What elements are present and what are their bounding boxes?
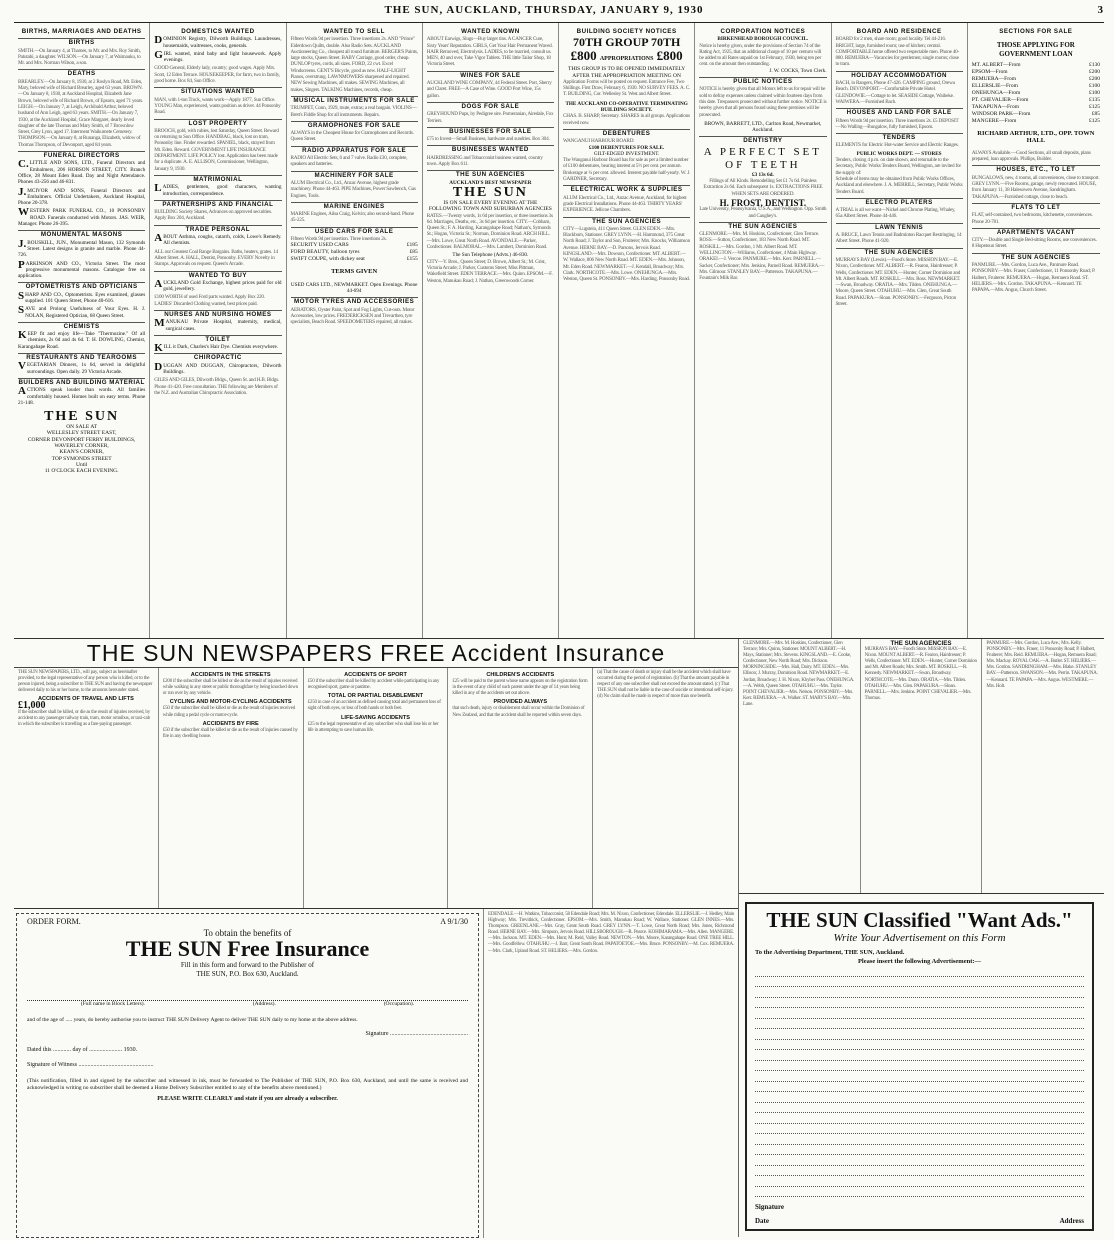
sun-agencies-box [427, 186, 554, 213]
section-heading: BIRTHS [18, 38, 145, 46]
insurance-subhead: TOTAL OR PARTIAL DISABLEMENT [327, 693, 424, 700]
ad-text: ALWAYS in the Cheapest House for Gramophones and Records. Queen Street. [290, 130, 414, 143]
agency-col-3 [982, 639, 1104, 893]
section-heading: THE SUN AGENCIES [427, 170, 554, 178]
insurance-text: £50 if the subscriber shall be killed or die as the result of injuries caused by fire in any dwelling house. [162, 727, 298, 739]
insurance-text: £25 to the legal representative of any subscriber who shall lose his or her life in attempting to save human life. [307, 721, 439, 733]
ad-text: AUCKLAND Gold Exchange, highest prices paid for old gold, jewellery. [154, 277, 282, 293]
ad-text: BUNGALOWS, new, 4 rooms, all conveniences, close to transport. GREY LYNN.—Five Rooms, garage, newly renovated. HOUSE, from January 11, 38 Halesowen Avenue, Sandringham. TAKAPUNA.—Furnished cottage, close to beach. [971, 174, 1100, 200]
sun-notice-line: KEAN'S CORNER, [59, 449, 104, 456]
sun-notice-line: WAVERLEY CORNER, [54, 443, 109, 450]
dated-field[interactable]: Dated this ............ day of ...................... 1930. [27, 1046, 138, 1053]
group-number-right: 70TH [650, 35, 681, 50]
ad-text: KILL it Dark, Charles's Hair Dye. Chemists everywhere. [154, 342, 279, 355]
column-4 [423, 23, 559, 638]
ad-text: A TRIAL is all we want—Nickel and Chrome Plating, Whaley, 65a Albert Street. Phone 44-446. [835, 207, 956, 220]
ad-text: VEGETARIAN Dinners, 1s 6d, served in delightful surroundings. Open daily. 29 Victoria Arcade. [18, 360, 146, 375]
sun-agencies-bottom [739, 639, 1104, 894]
ad-text: BUILDING Society Shares, Advances on approved securities. Apply Box 204, Auckland. [154, 209, 272, 222]
sun-name: THE SUN [452, 184, 528, 200]
insurance-title: THE SUN NEWSPAPERS FREE Accident Insurance [14, 639, 738, 668]
classified-columns [14, 23, 1104, 639]
ad-text: WANGANUI HARBOUR BOARD. [563, 138, 635, 145]
form-line: Fill in this form and forward to the Publisher of [180, 961, 315, 969]
ad-text: ALL our Greatest Coal Range Bargains. Baths, heaters, grates. 14 Albert Street. A. HALL, Dentist, Ponsonby. EVERY Novelty in Stamps. Approvals on request. Queen's Arcade. [154, 248, 278, 268]
ad-text: Application Forms will be posted on request. Entrance Fee, Two Shillings. First Draw, February 6, 1930. NO SURVEY FEES. A. C. T. BUILDING, Cor. Wellesley St. West and Albert Street. [563, 78, 691, 98]
section-heading: MACHINERY FOR SALE [291, 171, 418, 179]
ad-text: GILES AND GILES, Dilworth Bldgs., Queen St. and H.B. Bldgs. Phone 41-420. Free consultation. THE following are Members of the N.Z. and Australian Chiropractic Association. [154, 377, 280, 396]
property-row: TAKAPUNA—From £125 [971, 104, 1100, 111]
firm-address: BROWN, BARRETT, LTD., Carlton Road, Newmarket, Auckland. [704, 120, 822, 134]
section-heading: TOILET [154, 335, 281, 343]
section-heading: BUILDING SOCIETY NOTICES [576, 28, 677, 35]
agency-list: EDENDALE.—H. Watkins, Tobacconist, 58 Edendale Road; Mrs. M. Nixon, Confectioner, Edendale. ELLERSLIE.—J. Hedley, Main Highway; Mrs. Trevithick, Confectioner. EPSOM.—Mrs. Smith, Manukau Road; W. Wallace, Stationer. GLEN INNES.—Mrs. Thompson. GREENLANE.—Mrs. Gray, Great South Road. GREY LYNN.—T. Lowe, Great North Road; Mrs. Jones, Richmond Road. HERNE BAY.—Mrs. Simpson, Jervois Road. HILLSBOROUGH.—R. Pearce. KOHIMARAMA.—Mrs. Allen. MANGERE.—Mrs. Jackson. MT. EDEN.—Mrs. Hunt; M. Reid, Valley Road. NEWTON.—Mrs. Moore, Karangahape Road. ONE TREE HILL.—Mrs. Goodfellow. OTAHUHU.—J. Barr, Great South Road. PAPATOETOE.—Mrs. Bruce. PONSONBY.—M. Cox. REMUERA.—Mrs. Clark, Upland Road. ST. HELIERS.—Mrs. Gordon. [488, 912, 734, 954]
car-dealer: USED CARS LTD., NEWMARKET. Open Evenings. Phone 44-694 [290, 281, 418, 294]
section-heading: MUSICAL INSTRUMENTS FOR SALE [291, 96, 418, 104]
group-number-left: 70TH [572, 35, 603, 50]
section-heading: LOST PROPERTY [154, 119, 281, 127]
section-heading: BUILDERS AND BUILDING MATERIAL [18, 378, 145, 386]
section-heading: CORPORATION NOTICES [720, 28, 806, 35]
witness-field[interactable]: Signature of Witness .................................................. [27, 1062, 154, 1069]
insurance-subhead: ACCIDENTS OF TRAVEL AND LIFTS [37, 696, 134, 703]
sun-line: IS ON SALE EVERY EVENING AT THE FOLLOWING TOWN AND SUBURBAN AGENCIES [428, 199, 552, 213]
insurance-form-row [14, 909, 738, 1238]
section-heading: PARTNERSHIPS AND FINANCIAL [154, 200, 281, 208]
property-row: PT. CHEVALIER—From £135 [971, 97, 1100, 104]
property-row: WINDSOR PARK—From £85 [971, 111, 1100, 118]
section-heading: DOMESTICS WANTED [181, 28, 255, 35]
insurance-area [14, 639, 739, 1237]
ad-text: The Wanganui Harbour Board has for sale as per a limited number of £100 debentures, bearing interest at 5½ per cent. per annum. Brokerage at ¼ per cent. allowed. Interest payable half-yearly. W. J. GARDNER, Secretary. [563, 157, 691, 183]
ad-text: TRUMPET, Conn, 1929, mute, extras; a real bargain. VIOLINS—Brett's Fiddle Shop for all instruments. Repairs. [290, 105, 417, 118]
section-heading: OPTOMETRISTS AND OPTICIANS [18, 282, 145, 290]
section-heading: RADIO APPARATUS FOR SALE [291, 146, 418, 154]
page-number: 3 [1097, 4, 1104, 16]
want-ads-lines[interactable] [755, 966, 1084, 1197]
section-heading: GRAMOPHONES FOR SALE [291, 121, 418, 129]
gilt-edged: GILT-EDGED INVESTMENT. [593, 150, 660, 157]
section-heading: MATRIMONIAL [154, 175, 281, 183]
insurance-columns [14, 668, 738, 909]
insurance-text: (a) That the cause of death or injury shall be the accident which shall have occurred during the period of registration. (b) That the amount payable in respect of any one subscriber shall not exceed the amount stated. (c) That THE SUN shall not be liable in the case of suicide or intentional self-injury. (d) No claim shall be made in respect of more than one benefit. [597, 670, 734, 700]
ad-text: ABOUT Asthma, coughs, catarrh, colds, Lowe's Remedy. All chemists. [154, 232, 282, 247]
amount-left: £800 [570, 48, 597, 64]
loan-title: THOSE APPLYING FOR GOVERNMENT LOAN [996, 41, 1075, 59]
car-listing: SECURITY USED CARS £185 [290, 242, 418, 249]
ad-text: ELEMENTS for Electric Hot-water Service and Electric Ranges. [835, 142, 959, 149]
agency-list: MURRAYS BAY (Lewis).—Food's Store. MISSION BAY.—E. Nixon, Confectioner. MT. ALBERT.—R. Fearon, Hairdresser; P. Wells, Confectioner. MT. EDEN.—Hunter, Corner Dominion and Mt. Albert Roads. MT. ROSKILL.—Mrs. Ross. NEWMARKET.—Swan, Broadway. ORATIA.—Mrs. Tilden. ONEHUNGA.—Moore, Queen Street. OTAHUHU.—Mrs. Glen, Great South Road. PAPAKURA.—Sloan. PONSONBY.—Ferguson, Picton Street. [835, 256, 961, 307]
insurance-subhead: LIFE-SAVING ACCIDENTS [340, 714, 410, 721]
want-ads-insert: Please insert the following Advertisement:— [857, 958, 982, 965]
section-heading: USED CARS FOR SALE [291, 227, 418, 235]
form-title: THE SUN Free Insurance [125, 936, 370, 961]
want-ads-title: THE SUN Classified "Want Ads." [766, 908, 1073, 932]
want-ads-address[interactable]: Address [1059, 1217, 1084, 1225]
insurance-text: £50 if the subscriber shall be killed or die as the result of injuries received while riding a pedal cycle or motor-cycle. [162, 706, 296, 718]
insurance-subhead: ACCIDENTS BY FIRE [202, 720, 259, 727]
section-heading: HOUSES, ETC., TO LET [972, 165, 1100, 173]
ad-text: CITY.—Double and Single Bed-sitting Rooms, use conveniences. 8 Hopetoun Street. [971, 237, 1097, 250]
signature-field[interactable]: Signature .................................................... [365, 1031, 468, 1038]
ad-text: LADIES, gentlemen, good characters, wanting introduction, correspondence. [154, 182, 282, 197]
section-heading: BUSINESSES WANTED [427, 145, 554, 153]
insurance-col-3 [304, 668, 449, 908]
ad-text: £75 to Invest—Small Business, hardware and sundries. Box 304. [426, 136, 550, 143]
ad-text: MAN, with 1-ton Truck, wants work—Apply 1877, Sun Office. YOUNG Man, experienced, wants position as driver. 44 Ponsonby Road. [154, 96, 281, 116]
ad-text: PARKINSON AND CO., Victoria Street. The most progressive monumental masons. Catalogue free on application. [18, 258, 146, 280]
agent-name: RICHARD ARTHUR, LTD., OPP. TOWN HALL [977, 130, 1095, 144]
insurance-text: £25 will be paid to the parent whose name appears on the registration form in the event of any child of such parent under the age of 14 years being killed in any of the accidents set out above. [452, 679, 588, 697]
section-heading: WANTED KNOWN [461, 28, 520, 35]
agency-col-1 [739, 639, 861, 893]
ad-text: Fifteen Words 9d per insertion. Three insertions 2s. [290, 236, 387, 243]
amount-right: £800 [656, 48, 683, 64]
form-code: A 9/1/30 [440, 917, 468, 926]
section-heading: DEATHS [18, 69, 145, 77]
insurance-subhead: CHILDREN'S ACCIDENTS [486, 672, 555, 678]
form-please: PLEASE WRITE CLEARLY and state if you are already a subscriber. [157, 1096, 338, 1103]
property-row: REMUERA—From £200 [971, 76, 1100, 83]
ad-text: ALUM Electrical Co., Ltd., Anzac Avenue, Auckland, for highest grade Electrical Installations. Phone 44-463. THIRTY YEARS' EXPERIENCE. Jellicoe Chambers. [563, 194, 687, 214]
sun-notice-line: Until [75, 461, 88, 468]
agency-list: PANMURE.—Mrs. Gordon, Luca Ave., Panmure Road. PONSONBY.—Mrs. Fraser, Confectioner, 11 Ponsonby Road; P. Halbert, Fruiterer. REMUERA.—Hogan, Remuera Road. ST. HELIERS.—Mrs. Gordon. TAKAPUNA.—Kennard. TE PAPAPA.—Mrs. Angus, Church Street. [971, 262, 1096, 294]
section-heading: DENTISTRY [699, 136, 826, 144]
ad-text: GIRL wanted, mind baby and light housework. Apply evenings. [154, 48, 282, 64]
section-heading: MONUMENTAL MASONS [18, 230, 145, 238]
insurance-text: £250 in case of an accident as defined causing total and permanent loss of sight of both eyes, or loss of both hands or both feet. [307, 700, 441, 712]
notice-text: SMITH.—On January 4, at Thames, to Mr. and Mrs. Roy Smith, Patutahi, a daughter. WILSON.—On January 7, at Waimauku, to Mr. and Mrs. Norman Wilson, a son. [18, 47, 141, 67]
section-heading: THE SUN AGENCIES [836, 248, 963, 256]
agency-col-2 [861, 639, 983, 893]
section-heading: THE SUN AGENCIES [972, 253, 1100, 261]
ad-text: ALWAYS Available.—Good Sections, all small deposits, plans prepared, loan approvals. Phillips, Builder. [971, 149, 1091, 163]
section-heading: CHIROPACTIC [154, 353, 281, 361]
ad-text: A. BRUCE, Lawn Tennis and Badminton Racquet Restringing, 14 Albert Street. Phone 41-920. [835, 232, 962, 245]
ad-text: AERATORS, Oyster Paint, Spot and Fog Lights, Cut-outs. Motor Accessories, low prices. FREDERICKSEN and Trevarthen, tyre specialists, Beach Road. SPEEDOMETERS repaired, all makes. [290, 306, 415, 326]
want-ads-date[interactable]: Date [755, 1217, 769, 1225]
section-heading: TENDERS [836, 133, 963, 141]
dentistry-ad [699, 146, 826, 219]
ad-text: SAVE and Prolong Usefulness of Your Eyes. H. J. NOLAN, Registered Optician, 68 Queen Street. [18, 304, 146, 319]
section-heading: WANTED TO SELL [323, 28, 385, 35]
ad-text: C.LITTLE AND SONS, LTD., Funeral Directors and Embalmers, 206 HOBSON STREET, CITY. Branch Office, 28 Mount Eden Road. Day and Night Attendance. Phones 43-256 and 46-831. [18, 158, 146, 186]
section-heading: MARINE ENGINES [291, 202, 418, 210]
ad-text: GREYHOUND Pups, by Pedigree sire. Pomeranian, Airedale, Fox Terriers. [426, 111, 554, 124]
occupation-caption: (Occupation). [383, 1001, 415, 1007]
section-heading: APARTMENTS VACANT [972, 228, 1100, 236]
section-heading: TRADE PERSONAL [154, 225, 281, 233]
ad-text: BACH, in Rangers, Phone 47-426. CAMPING ground, Orewa Beach. DEVONPORT.—Comfortable Private Hotel. GLENDOWIE.—Cottage to let. SEASIDE Cottage, Waiheke. WAIWERA.—Furnished Bach. [835, 80, 955, 105]
insurance-col-5 [593, 668, 738, 908]
column-6 [695, 23, 831, 638]
sun-sale-notice [18, 410, 145, 474]
town-clerk: J. W. COCKS, Town Clerk. [769, 67, 827, 74]
property-row: MT. ALBERT—From £130 [971, 62, 1100, 69]
masthead [14, 4, 1104, 23]
section-heading: BUSINESSES FOR SALE [427, 127, 554, 135]
section-heading: LAWN TENNIS [836, 223, 963, 231]
form-label: ORDER FORM. [27, 917, 81, 926]
column-7 [832, 23, 968, 638]
sun-notice-line: CORNER DEVONPORT FERRY BUILDINGS, [27, 436, 136, 443]
ad-text: J.BOUSKILL, JUN., Monumental Mason, 132 Symonds Street. Latest designs in granite and marble. Phone 44-726. [18, 237, 146, 259]
appropriations-label: APPROPRIATIONS [599, 56, 654, 63]
section-heading: THE SUN AGENCIES [563, 217, 690, 225]
section-heading: DEBENTURES [563, 129, 690, 137]
ad-text: Late University, Pennsylvania, U.S.A., and Wellington. Opp. Smith and Caughey's. [699, 206, 827, 219]
insurance-text: £50 if the subscriber shall be killed by accident while participating in any recognised sport, game or pastime. [307, 679, 440, 691]
section-heading: BOARD AND RESIDENCE [856, 28, 942, 35]
ad-text: Fifteen Words 9d per insertion. Three insertions 2s. £5 DEPOSIT—No Walling—Bungalow, fully furnished, Epsom. [835, 117, 959, 130]
section-heading: HOLIDAY ACCOMMODATION [836, 71, 963, 79]
insurance-text: £200 if the subscriber shall be killed or die as the result of injuries received while walking in any street or public thoroughfare by being knocked down or run over by any vehicle. [162, 679, 298, 697]
ad-text: £100 WORTH of used Ford parts wanted. Apply Box 220. LADIES' Discarded Clothing wanted, best prices paid. [154, 294, 265, 307]
agency-list: MURRAYS BAY.—Food's Store. MISSION BAY.—E. Nixon. MOUNT ALBERT.—R. Fearon, Hairdresser; P. Wells, Confectioner. MT. EDEN.—Hunter, Corner Dominion and Mt. Albert Roads; Mrs. Smith. MT. ROSKILL.—R. Kennedy. NEWMARKET.—Swan, Broadway. NORTHCOTE.—Mrs. Dunn. ORATIA.—Mrs. Tilden. OTAHUHU.—Mrs. Glen. PAPAKURA.—Sloan. PARNELL.—Mrs. Jenkins. POINT CHEVALIER.—Mrs. Thomas. [864, 647, 977, 701]
group-line: THIS GROUP IS TO BE OPENED IMMEDIATELY AFTER THE APPROPRIATION MEETING ON [567, 66, 686, 79]
ad-text: GOOD General, Elderly lady, country; good wages. Apply Mrs. Scott, 12 Eden Terrace. HOUSEKEEPER, for farm, two in family, good home. Box 84, Sun Office. [154, 65, 280, 85]
want-ads-to: To the Advertising Department, THE SUN, Auckland. [755, 949, 905, 956]
ad-text: Fillings of All Kinds. Remodelling Set £1 7s 6d. Painless Extraction 2s 6d. Each subsequent 1s. EXTRACTIONS FREE WHEN SETS ARE ORDERED. [703, 178, 823, 197]
agency-list: GLENMORE.—Mrs. M. Hoskins, Confectioner, Glen Terrace. ROSS.—Sutton, Confectioner, 183 New North Road. MT. ROSKILL.—Mrs. Gordon, 1 Mt. Albert Road. MT. WELLINGTON.—Williams, Confectioner, 4 Main Highway. ORAKEI.—J. Vercoe. PANMURE.—Mrs. Kerr. PARNELL.—Sacker, Confectioner; Mrs. Jenkins, Parnell Road. REMUERA.—Mrs. Gilmour. STANLEY BAY.—Patterson. TAKAPUNA.—Fountain's Milk Bar. [699, 231, 825, 282]
agency-list: PANMURE.—Mrs. Gordon, Luca Ave.; Mrs. Kelly. PONSONBY.—Mrs. Fraser, 11 Ponsonby Road; P. Halbert, Fruiterer; Mrs. Reid. REMUERA.—Hogan, Remuera Road; Mrs. Mackay. ROYAL OAK.—A. Butler. ST. HELIERS.—Mrs. Gordon. SANDRINGHAM.—Mrs. Blake. STANLEY BAY.—Patterson. SWANSON.—Mrs. Perrin. TAKAPUNA.—Kennard. TE PAPAPA.—Mrs. Angus. WESTMERE.—Mrs. Holt. [986, 641, 1098, 689]
section-heading: NURSES AND NURSING HOMES [154, 310, 281, 318]
property-row: EPSOM—From £200 [971, 69, 1100, 76]
want-ads-signature[interactable]: Signature [755, 1203, 785, 1211]
form-line: THE SUN, P.O. Box 630, Auckland. [196, 970, 299, 978]
section-heading: CHEMISTS [18, 322, 145, 330]
property-row: MANGERE—From £125 [971, 118, 1100, 125]
dental-offer: A PERFECT SET OF TEETH [703, 145, 822, 171]
ad-text: MANUKAU Private Hospital, maternity, medical, surgical cases. [154, 317, 282, 332]
masthead-title: THE SUN, AUCKLAND, THURSDAY, JANUARY 9, 1930 [384, 4, 704, 16]
ad-text: HAIRDRESSING and Tobacconist business wanted, country town. Apply Box 611. [426, 154, 543, 168]
debenture-offer: £100 DEBENTURES FOR SALE. [589, 144, 665, 151]
want-ads-form[interactable] [745, 902, 1094, 1231]
lower-half [14, 639, 1104, 1237]
terms-label: TERMS GIVEN [331, 268, 378, 276]
building-society-notice [563, 36, 690, 79]
section-heading: WINES FOR SALE [427, 71, 554, 79]
property-row: ONEHUNGA—From £100 [971, 90, 1100, 97]
section-heading: DOGS FOR SALE [427, 102, 554, 110]
ad-text: ACTIONS speak louder than words. All families comfortably housed. Homes built on easy terms. Phone 21-148. [18, 385, 146, 406]
ad-text: ABOUT Earwigs, Slugs—Buy larger tins. A CANCER Cure, Sixty Years' Reputation. GIRLS, Get Your Hair Permanent Waved. HAIR Removed, Electrolysis. LADIES, to be married, consult us. MEN, 40 and over, Take Vigor Tablets. THE little Tailor Shop, 18 Victoria Street. [426, 36, 553, 68]
column-3 [287, 23, 423, 638]
section-heading: WANTED TO BUY [154, 271, 281, 279]
group-word: GROUP [605, 35, 648, 50]
section-heading: PUBLIC NOTICES [699, 77, 826, 85]
sun-notice-line: 11 O'CLOCK EACH EVENING. [44, 468, 119, 475]
ad-text: DUGGAN AND DUGGAN, Chiropractors, Dilworth Buildings. [154, 360, 282, 376]
sun-phone: The Sun Telephone (Advts.) 46-830. [452, 252, 529, 259]
agency-list: RATES.—Twenty words, 1s 6d per insertion, or three insertions 3s 6d. Marriages, Deaths, etc., 3s 6d per insertion. CITY.—Cobham, Queen St.; F. A. Harding, Karangahape Road; Nathan's, Symonds St.; Hogan, Victoria St.; Norman, Dominion Road. ARCH HILL.—Mrs. Lowe, Great North Road. AVONDALE.—Parker, Confectioner. BALMORAL.—Mrs. Lambert, Dominion Road. [426, 212, 553, 251]
ad-text: ALUM Electrical Co., Ltd., Anzac Avenue, highest grade machinery. Phone 44-463. PIPE Machines, Power Sawbench, Gas Engines, Tools. [290, 179, 416, 199]
ad-text: SHARP AND CO., Optometrists. Eyes examined, glasses supplied. 101 Queen Street, Phone 40-616. [18, 289, 146, 304]
insurance-amount: £1,000 [18, 700, 46, 712]
section-heading: ELECTRO PLATERS [836, 198, 963, 206]
sun-notice-name: THE SUN [44, 409, 120, 425]
section-heading: BIRTHS, MARRIAGES AND DEATHS [21, 28, 142, 35]
authorise-text: and of the age of ..... years, do hereby authorise you to instruct THE SUN Delivery Agent to deliver THE SUN daily to my home at the above address. [27, 1016, 358, 1023]
dentist-name: H. FROST, DENTIST. [719, 197, 807, 208]
section-heading: RESTAURANTS AND TEAROOMS [18, 353, 145, 361]
ad-text: AUCKLAND WINE COMPANY, 44 Federal Street. Port, Sherry and Claret. FREE—A Case of Wine. GOOD Port Wine, 15s gallon. [426, 80, 552, 99]
insurance-subhead: PROVIDED ALWAYS [493, 699, 548, 706]
ad-text: NOTICE is hereby given that all Motors left to us for repair will be sold to defray expenses unless claimed within fourteen days from this date. Trespassers prosecuted without further notice. NOTICE is hereby given that all persons found using these premises will be prosecuted. [699, 86, 827, 118]
sun-notice-line: WELLESLEY STREET EAST, [46, 430, 117, 437]
column-1 [14, 23, 150, 638]
agency-heading: THE SUN AGENCIES [890, 640, 952, 647]
section-heading: HOUSES AND LAND FOR SALE [836, 108, 963, 116]
agency-list: GLENMORE.—Mrs. M. Hoskins, Confectioner, Glen Terrace; Mrs. Quinn, Stationer. MOUNT ALBERT.—H. Mays, Stationer; Mrs. Stevens. KINGSLAND.—E. Cooke, Confectioner, New North Road; Mrs. Dickson. MORNINGSIDE.—Mrs. Hall, Dairy. MT. EDEN.—Mrs. Ellison; J. Murray, Dominion Road. NEWMARKET.—E. Jordan, Broadway; J. H. Nixon, Khyber Pass. ONEHUNGA.—A. Webb, Queen Street. OTAHUHU.—Mrs. Taylor. POINT CHEVALIER.—Mrs. Nelson. PONSONBY.—Mrs. Kerr. REMUERA.—A. Walker. ST. MARY'S BAY.—Mrs. Lane. [743, 641, 855, 707]
ad-text: MARINE Engines, Ailsa Craig, Kelvin; also second-hand. Phone 45-225. [290, 211, 414, 224]
borough-council: BIRKENHEAD BOROUGH COUNCIL. [717, 36, 809, 43]
column-2 [150, 23, 286, 638]
insurance-subhead: ACCIDENTS IN THE STREETS [190, 672, 271, 678]
car-listing: FORD BEAUTY, balloon tyres £85 [290, 249, 418, 256]
name-field[interactable] [27, 987, 468, 1001]
insurance-text: that such death, injury or disablement shall occur within the Dominion of New Zealand, and that the accident shall be reported within seven days. [452, 706, 585, 718]
section-heading: THE SUN AGENCIES [699, 222, 826, 230]
ad-text: BROOCH, gold, with rubies, lost Saturday, Queen Street. Reward on returning to Sun Office. HANDBAG, black, lost on tram, Ponsonby line. Finder rewarded. SPANIEL, black, strayed from Mt. Eden. Reward. GOVERNMENT LIFE INSURANCE DEPARTMENT. LIFE POLICY lost. Application has been made for a duplicate. A. E. ALLISON, Commissioner, Wellington, January 9, 1930. [154, 127, 279, 172]
insurance-order-form[interactable] [16, 913, 479, 1238]
ad-text: KEEP fit and enjoy life—Take "Thermozine." Of all chemists, 2s 6d and 4s 6d. T. H. DOWLING, Chemist, Karangahape Road. [18, 329, 146, 350]
ad-text: WESTERN PARK FUNERAL CO., 10 PONSONBY ROAD. Funerals conducted with Motors. JAS. WEIR, Manager. Phone 26-395. [18, 206, 146, 228]
ad-text: FLAT, self-contained, two bedrooms, kitchenette, conveniences. Phone 20-781. [971, 212, 1093, 225]
property-row: ELLERSLIE—From £100 [971, 83, 1100, 90]
dental-price: £3 13s 6d. [751, 171, 774, 178]
section-heading: ELECTRICAL WORK & SUPPLIES [563, 185, 690, 193]
tender-intro: Tenders, closing 4 p.m. on date shown, and returnable to the Secretary, Public Works Tenders Board, Wellington, are invited for the supply of: [835, 157, 961, 176]
sun-notice-line: ON SALE AT [66, 424, 98, 431]
ad-text: Notice is hereby given, under the provisions of Section 74 of the Rating Act, 1925, that an additional charge of 10 per centum will be added to all Rates unpaid on 1st February, 1930, being ten per cent. on the amount then outstanding. [699, 42, 822, 68]
insurance-col-2 [159, 668, 304, 908]
right-area [739, 639, 1104, 1237]
ad-text: Fifteen Words 9d per insertion. Three insertions 2s. AND "Prince" Eiderdown Quilts, double. Also Radio Sets. AUCKLAND Auctioneering Co., cheapest all round furniture. BERGER'S Paints, large stocks, Queen Street. BABY Carriage, good order, cheap. DUNLOP tyres, cords, all sizes. FORD, 22 cwt. Excel Windscreens. GENT'S Bicycle, good as new. HALF-LIGHT Pianos, overstrung. LAWNMOWERS sharpened and repaired. NEW Sewing Machines, all makes. SEWING Machines, all makes, Singers. TALKING Machines, records, cheap. [290, 36, 418, 93]
ad-text: DOMINION Registry, Dilworth Buildings. Laundresses, housemaids, waitresses, cooks, generals. [154, 34, 282, 49]
ad-text: J.MCIVOR AND SONS, Funeral Directors and Embalmers. Official Undertakers, Auckland Hospital, Phone 20-378. [18, 185, 146, 207]
insurance-col-1 [14, 668, 159, 908]
insurance-subhead: ACCIDENTS OF SPORT [344, 672, 407, 678]
section-heading: SITUATIONS WANTED [154, 87, 281, 95]
ad-text: RADIO All Electric Sets, 6 and 7 valve. Radio £30, complete, speakers and batteries. [290, 155, 408, 168]
section-heading: FUNERAL DIRECTORS [18, 151, 145, 159]
insurance-col-4 [448, 668, 593, 908]
ad-text: BOARD for 2 men, share room; good locality. Tel 44-216. BRIGHT, large, furnished room; use of kitchen; central. COMFORTABLE home offered two respectable men. Phone 40-880. REMUERA—Vacancies for gentlemen; single rooms; close to tram. [835, 36, 960, 68]
name-caption: (Full name in Block Letters). [80, 1001, 145, 1007]
section-heading: FLATS TO LET [972, 203, 1100, 211]
agency-list: CITY—Lugstein, 411 Queen Street. GLEN EDEN.—Mrs. Blackburn, Stationer. GREY LYNN.—H. Hammond, 375 Great North Road; J. Taylor and Son, Fruiterer; Mrs. Knocks, Williamson Avenue. HERNE BAY.—D. Parsons, Jervois Road. KINGSLAND.—Mrs. Dowson, Confectioner. MT. ALBERT.—W. Wallace, 806 New North Road. MT. EDEN.—Mrs. Johnson, Mt. Eden Road. NEWMARKET.—J. Kendall, Broadway; Mrs. Clark. NORTHCOTE.—Mrs. Lowe. ONEHUNGA.—Mrs. Weston, Queen St. PONSONBY.—Mrs. Harding, Ponsonby Road. [563, 225, 691, 283]
ad-text: CHAS. B. SHARP, Secretary. SHARES in all groups. Applications received now. [563, 113, 690, 126]
sun-agencies-heading: AUCKLAND'S BEST NEWSPAPER [449, 179, 532, 186]
cooperative-society: THE AUCKLAND CO-OPERATIVE TERMINATING BUILDING SOCIETY. [565, 100, 688, 114]
notice-text: BREARLEY.—On January 8, 1930, at 2 Roslyn Road, Mt. Eden, Mary, beloved wife of Richard Brearley, aged 63 years. BROWN.—On January 8, 1930, at Auckland Hospital, Elizabeth Jane Brown, beloved wife of Richard Brown, of Epsom, aged 71 years. LEIGH.—On January 7, at Leigh, Archibald Arthur, beloved husband of Ann Leigh, aged 63 years. SMITH.—On January 7, 1930, at the Auckland Hospital, Grace Margaret, dearly loved daughter of the late Thomas and Mary Smith, of 7 Brownlow Street, Grey Lynn, aged 17. Interment Waikumete Cemetery. THOMPSON.—On January 8, at Runanga, Elizabeth, widow of Thomas Thompson, of Devonport, aged 84 years. [18, 78, 144, 148]
ad-text: Schedule of items may be obtained from Public Works Offices, Auckland and elsewhere. J. A. MERRILL, Secretary, Public Works Tenders Board. [835, 175, 963, 195]
form-intro: To obtain the benefits of [203, 927, 292, 938]
address-caption: (Address). [252, 1001, 276, 1007]
insurance-text: if the subscriber shall be killed, or die as the result of injuries received, by accident to any passenger railway train, tram, motor omnibus, or taxi-cab in which the subscriber is travelling as a fare-paying passenger. [18, 709, 151, 727]
sun-notice-line: TOP SYMONDS STREET [51, 455, 112, 462]
tender-title: PUBLIC WORKS DEPT. — STORES [856, 150, 942, 157]
column-8 [968, 23, 1104, 638]
insurance-text: THE SUN NEWSPAPERS, LTD., will pay, subject as hereinafter provided, to the legal representative of any person who is killed, or to the person injured, being a subscriber to THE SUN and having the newspaper delivered daily to his or her home, to the amounts hereunder stated. [18, 670, 153, 694]
column-5 [559, 23, 695, 638]
agency-list: CITY—Y. Bros., Queen Street; D. Brown, Albert St.; M. Grist, Victoria Arcade; J. Parker, Customs Street; Miss Pittman, Wakefield Street. EDEN TERRACE.—Mrs. Quinn. EPSOM.—F. Weston, Manukau Road; J. Nathan, Greenwoods Corner. [426, 258, 553, 284]
insurance-subhead: CYCLING AND MOTOR-CYCLING ACCIDENTS [169, 699, 292, 706]
section-heading: SECTIONS FOR SALE [999, 28, 1073, 35]
want-ads-subtitle: Write Your Advertisement on this Form [833, 932, 1006, 944]
section-heading: MOTOR TYRES AND ACCESSORIES [291, 297, 418, 305]
car-listing: SWIFT COUPE, with dickey seat £155 [290, 256, 418, 263]
form-notice: (This notification, filled in and signed by the subscriber and witnessed in ink, must be forwarded to The Publisher of THE SUN, P.O. Box 630, Auckland, and until the same is received and acknowledged in writing no subscriber shall be deemed a Home Delivery Subscriber entitled to any of the benefits above mentioned.) [27, 1077, 468, 1091]
agency-continuation [483, 909, 738, 1238]
